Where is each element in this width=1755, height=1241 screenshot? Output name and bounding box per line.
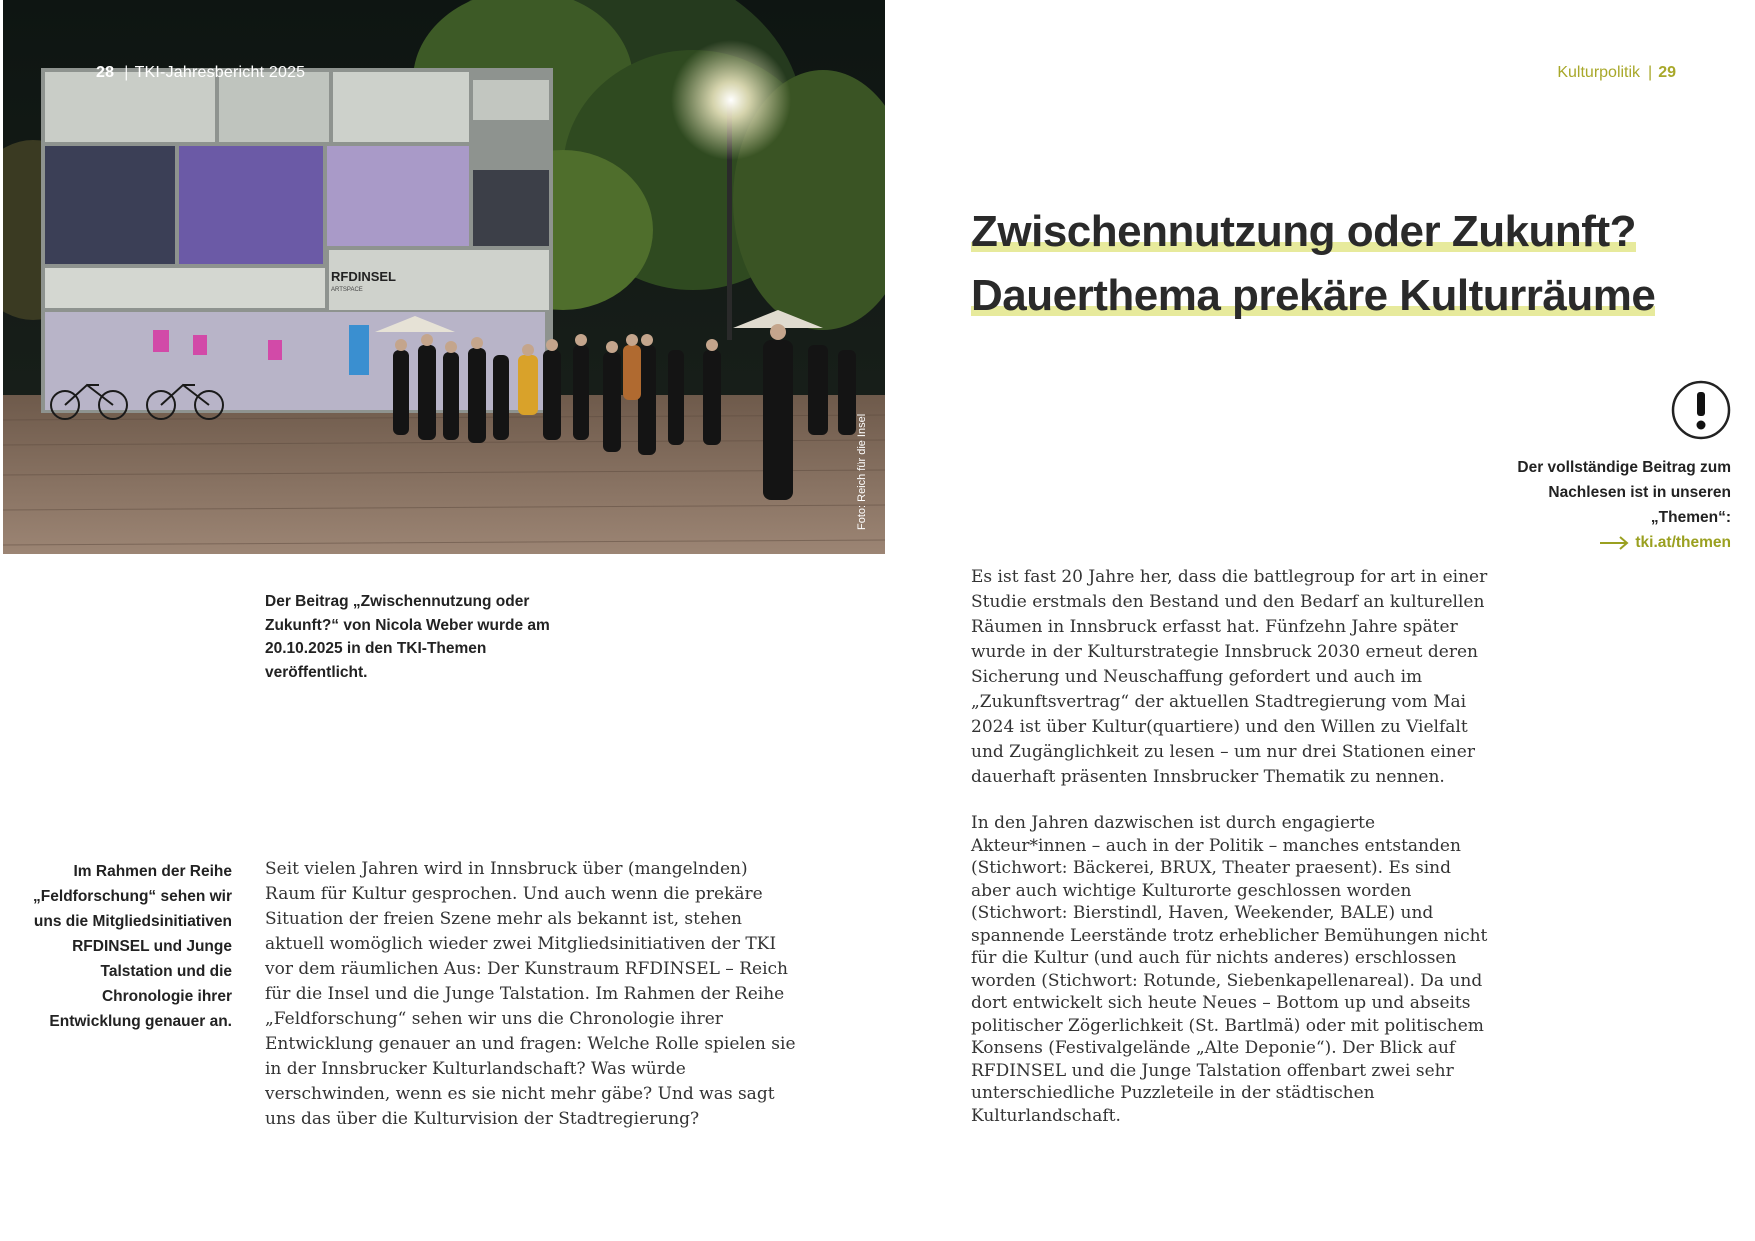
themen-link-label: tki.at/themen — [1635, 534, 1731, 551]
left-page — [0, 0, 877, 1241]
page-number-right: 29 — [1658, 64, 1676, 81]
themen-link[interactable] — [1599, 530, 1731, 555]
right-page — [877, 0, 1755, 1241]
headline-line-1: Zwischennutzung oder Zukunft? — [971, 207, 1636, 256]
headline-line-2: Dauerthema prekäre Kulturräume — [971, 271, 1656, 320]
publication-title: TKI-Jahresbericht 2025 — [134, 64, 306, 81]
photo-caption: Der Beitrag „Zwischennutzung oder Zukunft?“ von Nicola Weber wurde am 20.10.2025 in den TKI-Themen veröffentlicht. — [265, 593, 550, 681]
intro-aside: Im Rahmen der Reihe „Feldforschung“ sehen wir uns die Mitgliedsinitiativen RFDINSEL und Junge Talstation und die Chronologie ihrer Entwicklung genauer an. — [33, 863, 232, 1030]
running-header-left: 28 | TKI-Jahresbericht 2025 — [96, 64, 306, 81]
body-text-left: Seit vielen Jahren wird in Innsbruck über (mangelnden) Raum für Kultur gesprochen. Und auch wenn die prekäre Situation der freien Szene mehr als bekannt ist, stehen aktuell womöglich wieder zwei Mitgliedsinitiativen der TKI vor dem räumlichen Aus: Der Kunstraum RFDINSEL – Reich für die Insel und die Junge Talstation. Im Rahmen der Reihe „Feldforschung“ sehen wir uns die Chronologie ihrer Entwicklung genauer an und fragen: Welche Rolle spielen sie in der Innsbrucker Kulturlandschaft? Was würde verschwinden, wenn es sie nicht mehr gäbe? Und was sagt uns das über die Kulturvision der Stadtregierung? — [265, 859, 796, 1129]
notice-text: Der vollständige Beitrag zum Nachlesen ist in unseren „Themen“: — [1517, 459, 1731, 526]
sign-subtext: ARTSPACE — [331, 287, 363, 293]
running-header-right: Kulturpolitik | 29 — [1557, 64, 1676, 81]
paragraph-2: In den Jahren dazwischen ist durch engagierte Akteur*innen – auch in der Politik – manches entstanden (Stichwort: Bäckerei, BRUX, Theater praesent). Es sind aber auch wichtige Kulturorte geschlossen worden (Stichwort: Bierstindl, Haven, Weekender, BALE) und spannende Leerstände trotz erheblicher Bemühungen nicht für die Kultur (und auch für nichts anderes) erschlossen worden (Stichwort: Rotunde, Siebenkapellenareal). Da und dort entwickelt sich heute Neues – Bottom up und abseits politischer Zögerlichkeit (St. Bartlmä) oder mit politischem Konsens (Festivalgelände „Alte Deponie“). Der Blick auf RFDINSEL und die Junge Talstation offenbart zwei sehr unterschiedliche Puzzleteile in der städtischen Kulturlandschaft. — [971, 813, 1488, 1126]
article-headline — [971, 200, 1711, 328]
photo-credit: Foto: Reich für die Insel — [856, 413, 868, 530]
body-text-right — [971, 565, 1491, 1149]
sign-text: RFDINSEL — [331, 269, 396, 284]
page-number-left: 28 — [96, 64, 115, 81]
exclamation-circle-icon — [1671, 380, 1731, 440]
paragraph-1: Es ist fast 20 Jahre her, dass die battlegroup for art in einer Studie erstmals den Bestand und den Bedarf an kulturellen Räumen in Innsbruck erfasst hat. Fünfzehn Jahre später wurde in der Kulturstrategie Innsbruck 2030 erneut deren Sicherung und Neuschaffung gefordert und auch im „Zukunftsvertrag“ der aktuellen Stadtregierung vom Mai 2024 ist über Kultur(quartiere) und den Willen zu Vielfalt und Zugänglichkeit zu lesen – um nur drei Stationen einer dauerhaft präsenten Innsbrucker Thematik zu nennen. — [971, 567, 1488, 787]
section-label: Kulturpolitik — [1557, 64, 1641, 81]
cover-photo — [3, 0, 885, 554]
arrow-right-icon — [1599, 536, 1629, 550]
night-building-photo — [3, 0, 885, 554]
notice-box — [1511, 380, 1731, 555]
